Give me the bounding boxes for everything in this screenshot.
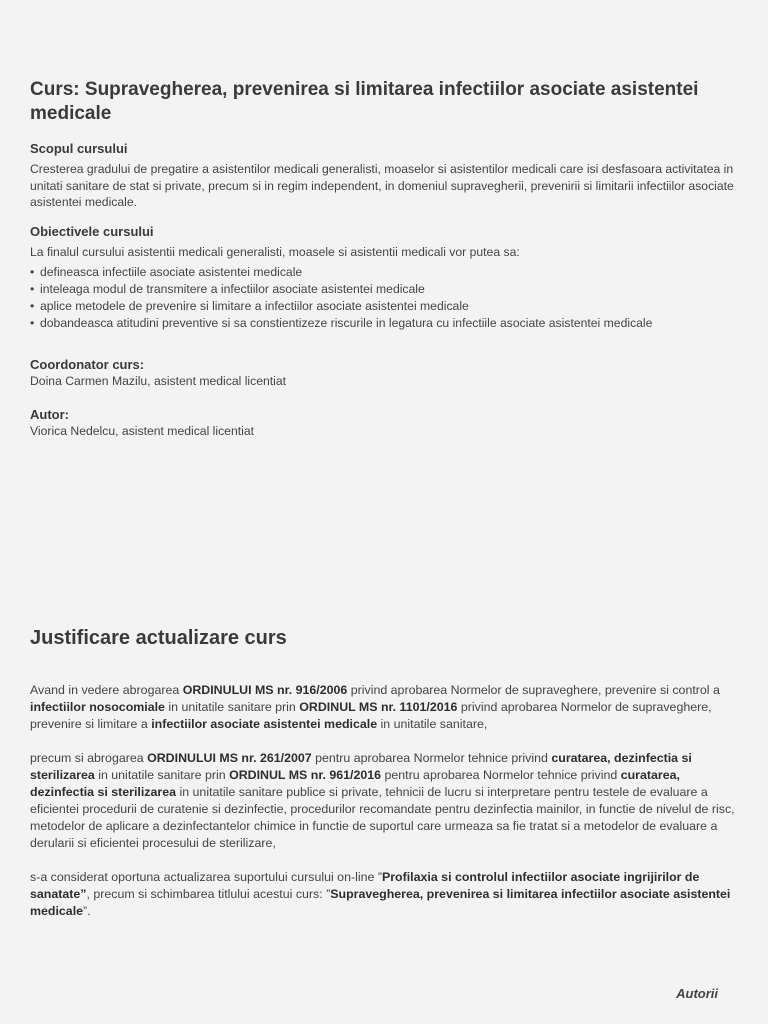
list-item bbox=[30, 298, 740, 315]
objective-text: inteleaga modul de transmitere a infectiilor asociate asistentei medicale bbox=[40, 282, 425, 296]
bold-term: infectiilor asociate asistentei medicale bbox=[151, 717, 378, 731]
update-title: Justificare actualizare curs bbox=[30, 627, 287, 649]
order-reference: ORDINULUI MS nr. 261/2007 bbox=[147, 751, 312, 765]
bold-term: infectiilor nosocomiale bbox=[30, 700, 165, 714]
bullet-icon: • bbox=[30, 316, 35, 330]
objectives-intro: La finalul cursului asistentii medicali generalisti, moasele si asistentii medicali vor putea sa: bbox=[30, 244, 520, 259]
objective-text: aplice metodele de prevenire si limitare a infectiilor asociate asistentei medicale bbox=[40, 299, 469, 313]
objective-text: defineasca infectiile asociate asistentei medicale bbox=[40, 265, 303, 279]
paragraph-text: in unitatile sanitare prin bbox=[164, 700, 300, 714]
paragraph-text: ”. bbox=[83, 904, 91, 918]
new-course-title: Supravegherea, prevenirea si limitarea infectiilor asociate asistentei medicale bbox=[30, 887, 731, 918]
paragraph-text: , precum si schimbarea titlului acestui curs: ” bbox=[86, 887, 331, 901]
paragraph-text: pentru aprobarea Normelor tehnice privind bbox=[381, 768, 621, 782]
order-reference: ORDINUL MS nr. 1101/2016 bbox=[299, 700, 458, 714]
order-reference: ORDINULUI MS nr. 916/2006 bbox=[182, 683, 348, 697]
objectives-list bbox=[30, 264, 740, 332]
author-heading: Autor: bbox=[30, 406, 69, 422]
objectives-heading: Obiectivele cursului bbox=[30, 223, 154, 239]
paragraph-1 bbox=[30, 682, 740, 733]
paragraph-text: privind aprobarea Normelor de supraveghere, prevenire si limitare a bbox=[30, 700, 712, 731]
bullet-icon: • bbox=[30, 299, 35, 313]
coordinator-name: Doina Carmen Mazilu, asistent medical licentiat bbox=[30, 374, 287, 388]
course-section bbox=[0, 78, 768, 439]
paragraph-text: in unitatile sanitare publice si private, tehnicii de lucru si interpretare pentru testele de evaluare a eficientei procedurii de curatenie si dezinfectie, procedurilor recomandate pentru dezinfectia mainilor, in functie de nivelul de risc, metodelor de aplicare a dezinfectantelor chimice in functie de suportul care urmeaza sa fie tratat si a metodelor de evaluare a derularii si eficientei procesului de sterilizare, bbox=[30, 785, 735, 850]
course-title: Curs: Supravegherea, prevenirea si limitarea infectiilor asociate asistentei medicale bbox=[30, 79, 699, 124]
paragraph-text: precum si abrogarea bbox=[30, 751, 148, 765]
paragraph-text: s-a considerat oportuna actualizarea suportului cursului on-line ” bbox=[30, 870, 382, 884]
old-course-title: Profilaxia si controlul infectiilor asociate ingrijirilor de sanatate” bbox=[30, 870, 700, 901]
list-item bbox=[30, 264, 740, 281]
paragraph-text: Avand in vedere abrogarea bbox=[30, 683, 183, 697]
author-name: Viorica Nedelcu, asistent medical licentiat bbox=[30, 423, 254, 438]
paragraph-3 bbox=[30, 869, 740, 920]
objective-text: dobandeasca atitudini preventive si sa constientizeze riscurile in legatura cu infectiile asociate asistentei medicale bbox=[40, 316, 653, 330]
coordinator-heading: Coordonator curs: bbox=[30, 357, 145, 372]
bold-term: curatarea, dezinfectia si sterilizarea bbox=[30, 751, 692, 782]
paragraph-text: in unitatile sanitare, bbox=[377, 717, 488, 731]
paragraph-2 bbox=[30, 750, 740, 852]
paragraph-text: pentru aprobarea Normelor tehnice privind bbox=[311, 751, 552, 765]
update-justification-section bbox=[0, 626, 768, 920]
bullet-icon: • bbox=[30, 265, 35, 279]
paragraph-text: privind aprobarea Normelor de supraveghere, prevenire si control a bbox=[347, 683, 720, 697]
bullet-icon: • bbox=[30, 282, 35, 296]
bold-term: curatarea, dezinfectia si sterilizarea bbox=[30, 768, 680, 799]
list-item bbox=[30, 281, 740, 298]
signature: Autorii bbox=[676, 986, 718, 1001]
list-item bbox=[30, 315, 740, 332]
paragraph-text: in unitatile sanitare prin bbox=[94, 768, 230, 782]
scope-text: Cresterea gradului de pregatire a asistentilor medicali generalisti, moaselor si asistentilor medicali care isi desfasoara activitatea in unitati sanitare de stat si private, precum si in regim independent, in domeniul supravegherii, prevenirii si limitarii infectiilor asociate asistentei medicale. bbox=[30, 162, 734, 209]
scope-heading: Scopul cursului bbox=[30, 141, 128, 156]
order-reference: ORDINUL MS nr. 961/2016 bbox=[229, 768, 382, 782]
